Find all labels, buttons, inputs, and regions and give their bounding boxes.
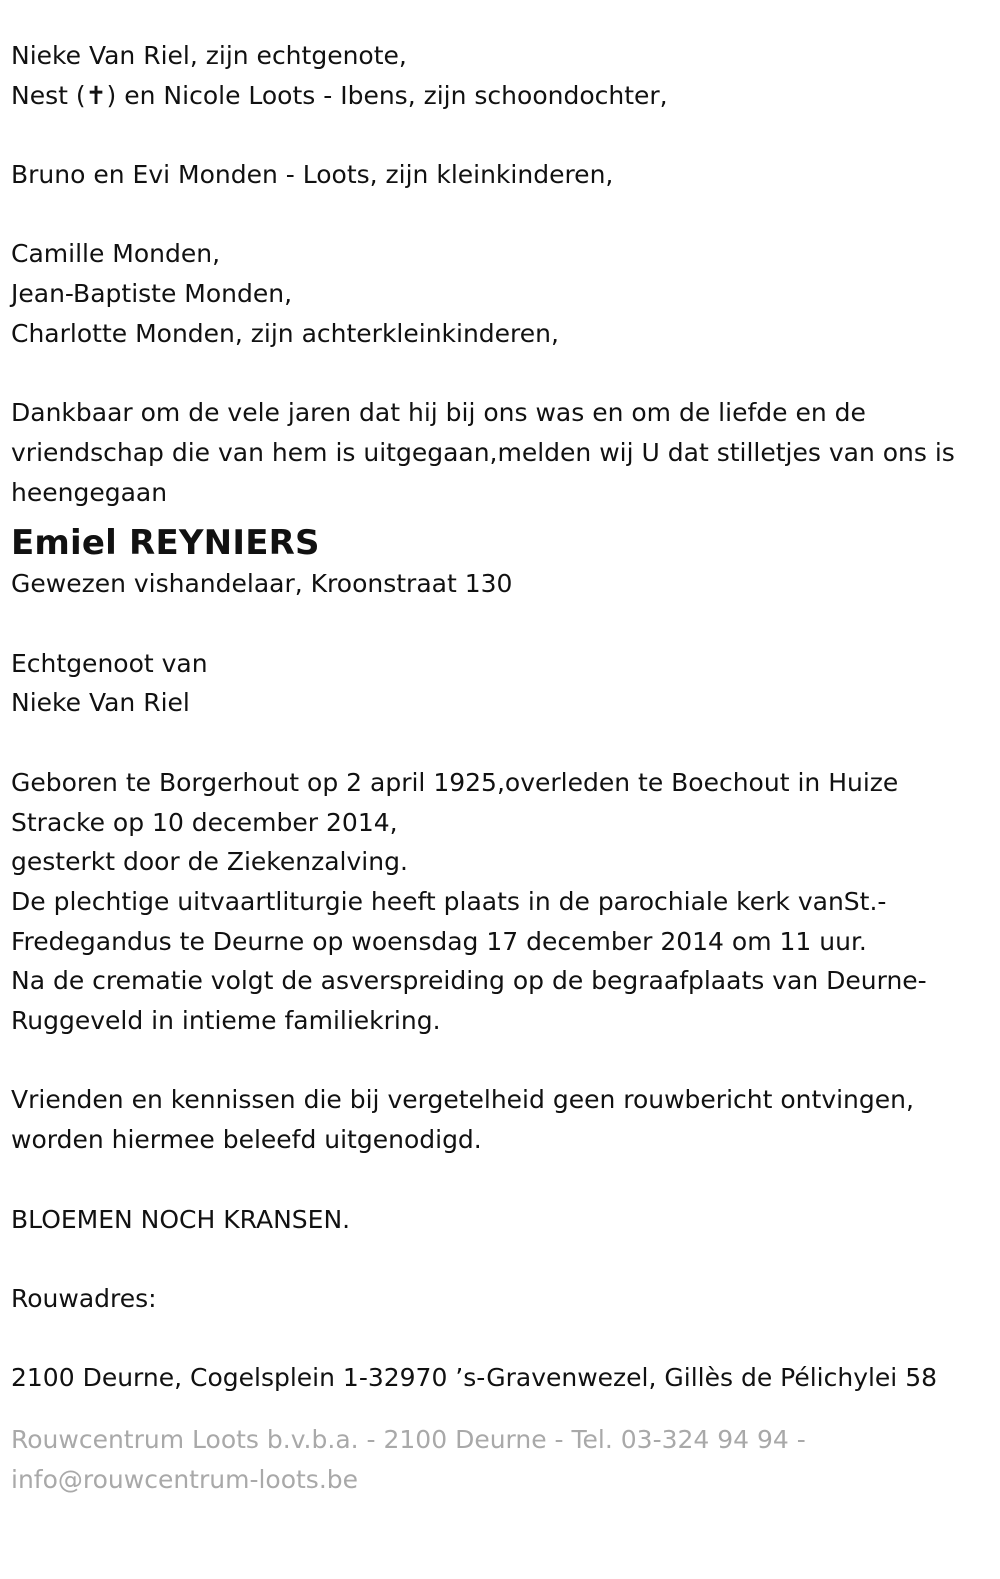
announcement-paragraph: Dankbaar om de vele jaren dat hij bij ons was en om de liefde en de vriendschap die van hem is uitgegaan,melden wij U dat stilletjes van ons is heengegaan [11, 398, 955, 507]
spacer [11, 354, 990, 394]
spacer [11, 723, 990, 763]
spacer [11, 1160, 990, 1200]
family-children-line: Nest (✝) en Nicole Loots - Ibens, zijn schoondochter, [11, 80, 668, 110]
funeral-home-footer: Rouwcentrum Loots b.v.b.a. - 2100 Deurne - Tel. 03-324 94 94 - info@rouwcentrum-loots.be [11, 1425, 806, 1494]
spacer [11, 115, 990, 155]
invitation-paragraph: Vrienden en kennissen die bij vergetelheid geen rouwbericht ontvingen, worden hiermee beleefd uitgenodigd. [11, 1085, 914, 1155]
great-grandchild-line: Charlotte Monden, zijn achterkleinkinderen, [11, 318, 559, 348]
deceased-description: Gewezen vishandelaar, Kroonstraat 130 [11, 569, 513, 599]
funeral-paragraph: De plechtige uitvaartliturgie heeft plaats in de parochiale kerk vanSt.-Fredegandus te Deurne op woensdag 17 december 2014 om 11 uur. [11, 886, 887, 956]
spacer [11, 1319, 990, 1359]
family-spouse-line: Nieke Van Riel, zijn echtgenote, [11, 41, 407, 70]
spacer [11, 1239, 990, 1279]
great-grandchild-line: Camille Monden, [11, 239, 221, 269]
mourning-address: 2100 Deurne, Cogelsplein 1-32970 ’s-Gravenwezel, Gillès de Pélichylei 58 [11, 1363, 938, 1393]
family-grandchildren-line: Bruno en Evi Monden - Loots, zijn kleinkinderen, [11, 160, 614, 190]
spouse-label: Echtgenoot van [11, 648, 208, 678]
sacrament-line: gesterkt door de Ziekenzalving. [11, 847, 408, 877]
mourning-address-label: Rouwadres: [11, 1283, 157, 1313]
spacer [11, 1041, 990, 1081]
cremation-paragraph: Na de crematie volgt de asverspreiding op de begraafplaats van Deurne-Ruggeveld in intieme familiekring. [11, 966, 927, 1036]
spacer [11, 604, 990, 644]
spacer [11, 195, 990, 235]
deceased-name: Emiel REYNIERS [11, 523, 320, 564]
great-grandchild-line: Jean-Baptiste Monden, [11, 279, 293, 309]
birth-death-paragraph: Geboren te Borgerhout op 2 april 1925,overleden te Boechout in Huize Stracke op 10 december 2014, [11, 767, 899, 837]
spouse-name: Nieke Van Riel [11, 688, 190, 718]
flowers-notice: BLOEMEN NOCH KRANSEN. [11, 1204, 351, 1234]
